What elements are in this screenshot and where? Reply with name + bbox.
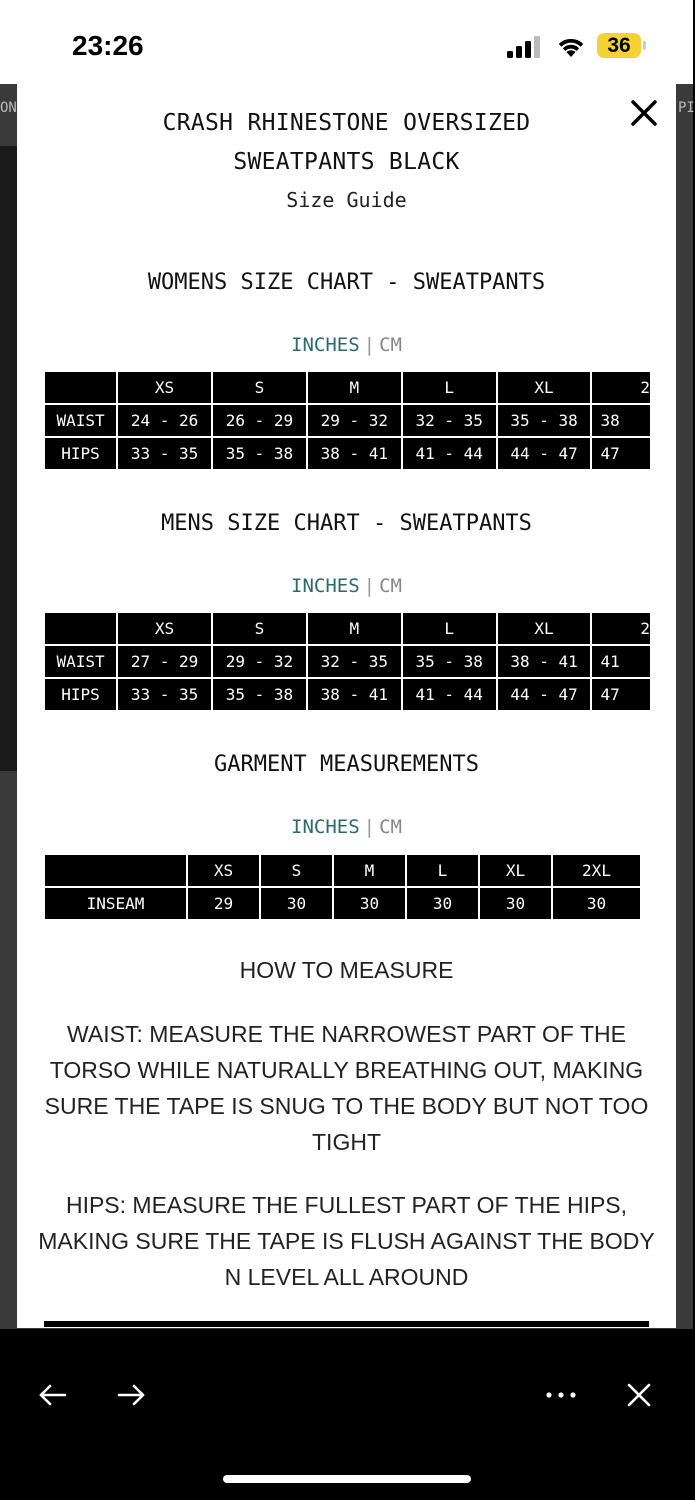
table-row	[45, 405, 650, 436]
womens-cm-toggle[interactable]: CM	[379, 334, 402, 356]
table-cell: 47	[592, 679, 650, 710]
table-cell: 30	[407, 888, 478, 919]
battery-tip	[643, 41, 646, 50]
product-title-line2: SWEATPANTS BLACK	[233, 149, 460, 175]
table-cell: 35 - 38	[213, 438, 306, 469]
status-time: 23:26	[72, 30, 144, 61]
table-cell: 27 - 29	[118, 646, 211, 677]
table-cell: 30	[261, 888, 332, 919]
table-cell: 35 - 38	[213, 679, 306, 710]
row-label: WAIST	[45, 646, 116, 677]
table-header-cell: XS	[118, 613, 211, 644]
table-header-cell: S	[213, 613, 306, 644]
garment-inches-toggle[interactable]: INCHES	[291, 816, 360, 838]
units-separator: |	[363, 816, 376, 838]
cellular-signal-icon	[507, 36, 543, 58]
mens-size-table	[43, 611, 652, 712]
womens-inches-toggle[interactable]: INCHES	[291, 334, 360, 356]
mens-heading: MENS SIZE CHART - SWEATPANTS	[161, 511, 532, 536]
table-header-row	[45, 372, 650, 403]
row-label: INSEAM	[45, 888, 186, 919]
table-cell: 41	[592, 646, 650, 677]
table-cell: 30	[334, 888, 405, 919]
size-guide-modal	[17, 84, 676, 1328]
home-indicator[interactable]	[223, 1475, 471, 1483]
more-dots-icon[interactable]	[544, 1378, 578, 1412]
table-cell: 29 - 32	[308, 405, 401, 436]
table-cell: 35 - 38	[498, 405, 591, 436]
table-header-cell	[45, 613, 116, 644]
table-header-cell: L	[403, 372, 496, 403]
row-label: WAIST	[45, 405, 116, 436]
table-header-cell: XL	[498, 372, 591, 403]
how-to-measure-heading: HOW TO MEASURE	[239, 957, 454, 983]
table-header-cell: M	[308, 613, 401, 644]
table-cell: 44 - 47	[498, 679, 591, 710]
battery-indicator: 36	[597, 33, 641, 58]
mens-size-table-container	[43, 611, 652, 719]
table-cell: 38 - 41	[498, 646, 591, 677]
table-cell: 33 - 35	[118, 679, 211, 710]
arrow-left-icon[interactable]	[36, 1378, 70, 1412]
table-header-cell: 2	[592, 613, 650, 644]
backdrop-right-text: PI	[678, 100, 695, 116]
table-header-cell: 2XL	[553, 855, 640, 886]
waist-instructions: WAIST: MEASURE THE NARROWEST PART OF THE TORSO WHILE NATURALLY BREATHING OUT, MAKING SURE THE TAPE IS SNUG TO THE BODY BUT NOT TOO TIGHT	[44, 1021, 649, 1155]
table-cell: 38 - 41	[308, 679, 401, 710]
table-cell: 44 - 47	[498, 438, 591, 469]
browser-close-icon[interactable]	[622, 1378, 656, 1412]
table-row	[45, 438, 650, 469]
table-cell: 29	[188, 888, 259, 919]
hips-instructions: HIPS: MEASURE THE FULLEST PART OF THE HIPS, MAKING SURE THE TAPE IS FLUSH AGAINST THE BODY N LEVEL ALL AROUND	[38, 1192, 655, 1290]
backdrop-image-strip	[0, 146, 18, 771]
table-row	[45, 646, 650, 677]
table-cell: 29 - 32	[213, 646, 306, 677]
garment-table-container	[43, 853, 652, 925]
wifi-icon	[556, 34, 586, 58]
backdrop-left-text: ON	[0, 100, 17, 116]
table-header-cell: XL	[480, 855, 551, 886]
womens-units-toggle	[17, 334, 676, 356]
garment-units-toggle	[17, 816, 676, 838]
size-guide-subtitle: Size Guide	[286, 188, 407, 212]
mens-cm-toggle[interactable]: CM	[379, 575, 402, 597]
modal-bottom-divider	[44, 1321, 649, 1327]
table-cell: 30	[480, 888, 551, 919]
table-cell: 47	[592, 438, 650, 469]
table-row	[45, 888, 640, 919]
womens-size-table	[43, 370, 652, 471]
table-header-cell: S	[261, 855, 332, 886]
table-cell: 32 - 35	[308, 646, 401, 677]
status-bar	[0, 0, 693, 84]
table-cell: 32 - 35	[403, 405, 496, 436]
garment-heading: GARMENT MEASUREMENTS	[214, 752, 479, 777]
table-header-cell: L	[407, 855, 478, 886]
womens-heading: WOMENS SIZE CHART - SWEATPANTS	[147, 270, 546, 295]
garment-table	[43, 853, 642, 921]
table-cell: 35 - 38	[403, 646, 496, 677]
mens-units-toggle	[17, 575, 676, 597]
table-cell: 26 - 29	[213, 405, 306, 436]
table-cell: 41 - 44	[403, 438, 496, 469]
units-separator: |	[363, 334, 376, 356]
table-cell: 33 - 35	[118, 438, 211, 469]
table-header-cell: XL	[498, 613, 591, 644]
table-header-row	[45, 613, 650, 644]
table-header-cell: M	[308, 372, 401, 403]
table-cell: 30	[553, 888, 640, 919]
units-separator: |	[363, 575, 376, 597]
table-header-cell: M	[334, 855, 405, 886]
arrow-right-icon[interactable]	[114, 1378, 148, 1412]
table-header-cell: XS	[118, 372, 211, 403]
table-header-cell	[45, 855, 186, 886]
table-cell: 24 - 26	[118, 405, 211, 436]
table-header-row	[45, 855, 640, 886]
table-cell: 38 - 41	[308, 438, 401, 469]
womens-size-table-container	[43, 370, 652, 478]
table-row	[45, 679, 650, 710]
table-header-cell: 2	[592, 372, 650, 403]
product-title-line1: CRASH RHINESTONE OVERSIZED	[162, 110, 531, 136]
table-header-cell: XS	[188, 855, 259, 886]
table-cell: 38	[592, 405, 650, 436]
table-header-cell	[45, 372, 116, 403]
row-label: HIPS	[45, 438, 116, 469]
garment-cm-toggle[interactable]: CM	[379, 816, 402, 838]
table-header-cell: L	[403, 613, 496, 644]
row-label: HIPS	[45, 679, 116, 710]
mens-inches-toggle[interactable]: INCHES	[291, 575, 360, 597]
table-cell: 41 - 44	[403, 679, 496, 710]
table-header-cell: S	[213, 372, 306, 403]
